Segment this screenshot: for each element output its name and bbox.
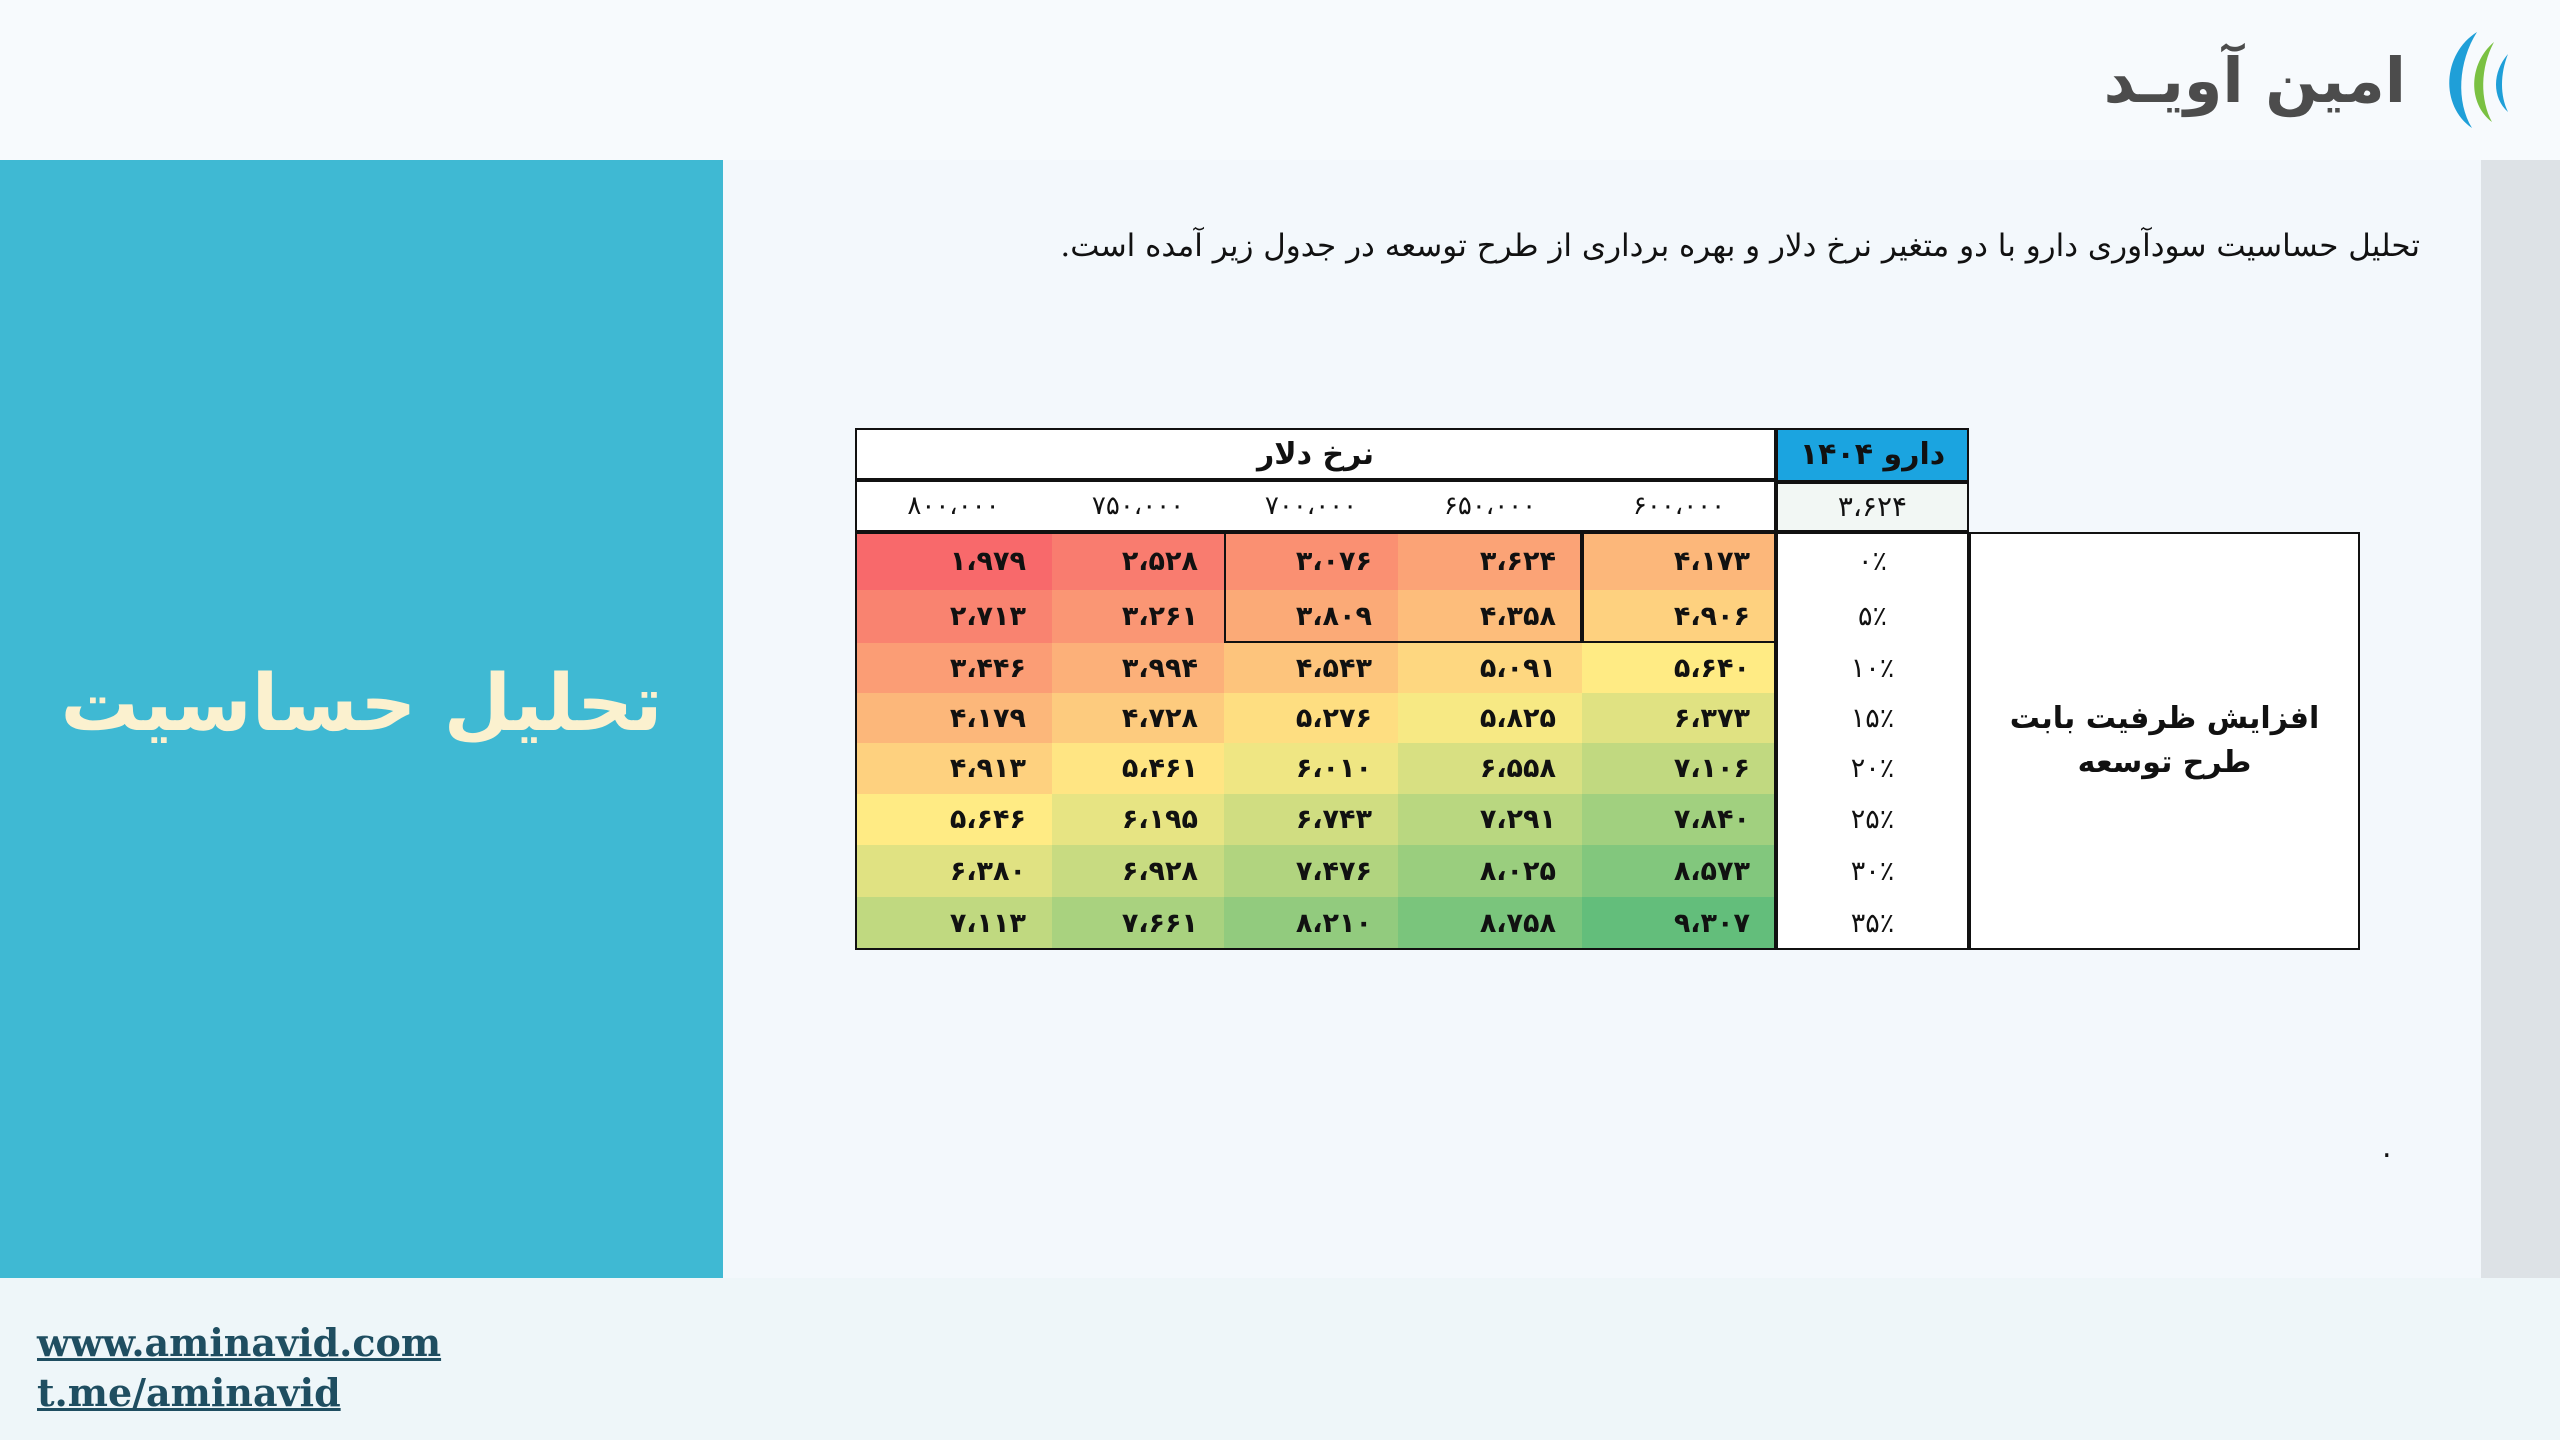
heatmap-cell: ۶،۹۲۸ [1052,845,1224,897]
row-label: ۳۰٪ [1776,845,1969,897]
heatmap-cell: ۷،۸۴۰ [1582,794,1776,845]
heatmap-cell: ۵،۶۴۰ [1582,643,1776,693]
logo-text: امین آویـد [2103,43,2406,117]
heatmap-cell: ۲،۵۲۸ [1052,532,1224,590]
row-label: ۵٪ [1776,590,1969,643]
heatmap-cell: ۶،۳۸۰ [855,845,1052,897]
heatmap-cell: ۳،۶۲۴ [1398,532,1582,590]
heatmap-cell: ۷،۲۹۱ [1398,794,1582,845]
heatmap-cell: ۳،۲۶۱ [1052,590,1224,643]
column-header: ۸۰۰،۰۰۰ [855,480,1052,532]
heatmap-cell: ۵،۴۶۱ [1052,743,1224,794]
heatmap-cell: ۳،۰۷۶ [1224,532,1398,590]
heatmap-cell: ۴،۱۷۹ [855,693,1052,743]
column-header: ۶۵۰،۰۰۰ [1398,480,1582,532]
website-link[interactable]: www.aminavid.com [37,1320,442,1365]
heatmap-cell: ۴،۹۱۳ [855,743,1052,794]
row-label: ۲۵٪ [1776,794,1969,845]
stray-dot: . [2382,1130,2392,1165]
intro-paragraph: تحلیل حساسیت سودآوری دارو با دو متغیر نرخ دلار و بهره برداری از طرح توسعه در جدول زیر آمده است. [1060,228,2420,264]
heatmap-cell: ۲،۷۱۳ [855,590,1052,643]
heatmap-cell: ۶،۵۵۸ [1398,743,1582,794]
company-logo [2104,24,2522,136]
heatmap-cell: ۳،۴۴۶ [855,643,1052,693]
heatmap-cell: ۳،۸۰۹ [1224,590,1398,643]
heatmap-cell: ۴،۱۷۳ [1582,532,1776,590]
corner-value: ۳،۶۲۴ [1776,480,1969,532]
column-header: ۷۰۰،۰۰۰ [1224,480,1398,532]
row-label: ۲۰٪ [1776,743,1969,794]
logo-swirl-icon [2422,24,2522,136]
heatmap-cell: ۸،۵۷۳ [1582,845,1776,897]
slide-title: تحلیل حساسیت [60,659,663,749]
heatmap-cell: ۵،۰۹۱ [1398,643,1582,693]
heatmap-cell: ۶،۳۷۳ [1582,693,1776,743]
corner-title: دارو ۱۴۰۴ [1776,428,1969,480]
heatmap-cell: ۴،۵۴۳ [1224,643,1398,693]
heatmap-cell: ۳،۹۹۴ [1052,643,1224,693]
heatmap-cell: ۷،۱۰۶ [1582,743,1776,794]
heatmap-cell: ۷،۴۷۶ [1224,845,1398,897]
heatmap-cell: ۸،۲۱۰ [1224,897,1398,950]
heatmap-cell: ۷،۶۶۱ [1052,897,1224,950]
telegram-link[interactable]: t.me/aminavid [37,1370,341,1415]
heatmap-cell: ۵،۸۲۵ [1398,693,1582,743]
heatmap-cell: ۵،۶۴۶ [855,794,1052,845]
capacity-increase-header: افزایش ظرفیت بابت طرح توسعه [1969,532,2360,950]
heatmap-cell: ۱،۹۷۹ [855,532,1052,590]
row-label: ۰٪ [1776,532,1969,590]
heatmap-cell: ۸،۷۵۸ [1398,897,1582,950]
row-label: ۱۰٪ [1776,643,1969,693]
heatmap-cell: ۴،۹۰۶ [1582,590,1776,643]
heatmap-cell: ۶،۷۴۳ [1224,794,1398,845]
heatmap-cell: ۷،۱۱۳ [855,897,1052,950]
heatmap-cell: ۶،۰۱۰ [1224,743,1398,794]
column-header: ۶۰۰،۰۰۰ [1582,480,1776,532]
title-panel [0,160,723,1278]
row-label: ۱۵٪ [1776,693,1969,743]
right-side-strip [2481,160,2560,1278]
footer-links [37,1318,441,1418]
heatmap-cell: ۹،۳۰۷ [1582,897,1776,950]
column-header: ۷۵۰،۰۰۰ [1052,480,1224,532]
heatmap-cell: ۶،۱۹۵ [1052,794,1224,845]
heatmap-cell: ۵،۲۷۶ [1224,693,1398,743]
heatmap-cell: ۴،۳۵۸ [1398,590,1582,643]
heatmap-cell: ۴،۷۲۸ [1052,693,1224,743]
row-label: ۳۵٪ [1776,897,1969,950]
dollar-rate-header: نرخ دلار [855,428,1776,480]
heatmap-cell: ۸،۰۲۵ [1398,845,1582,897]
